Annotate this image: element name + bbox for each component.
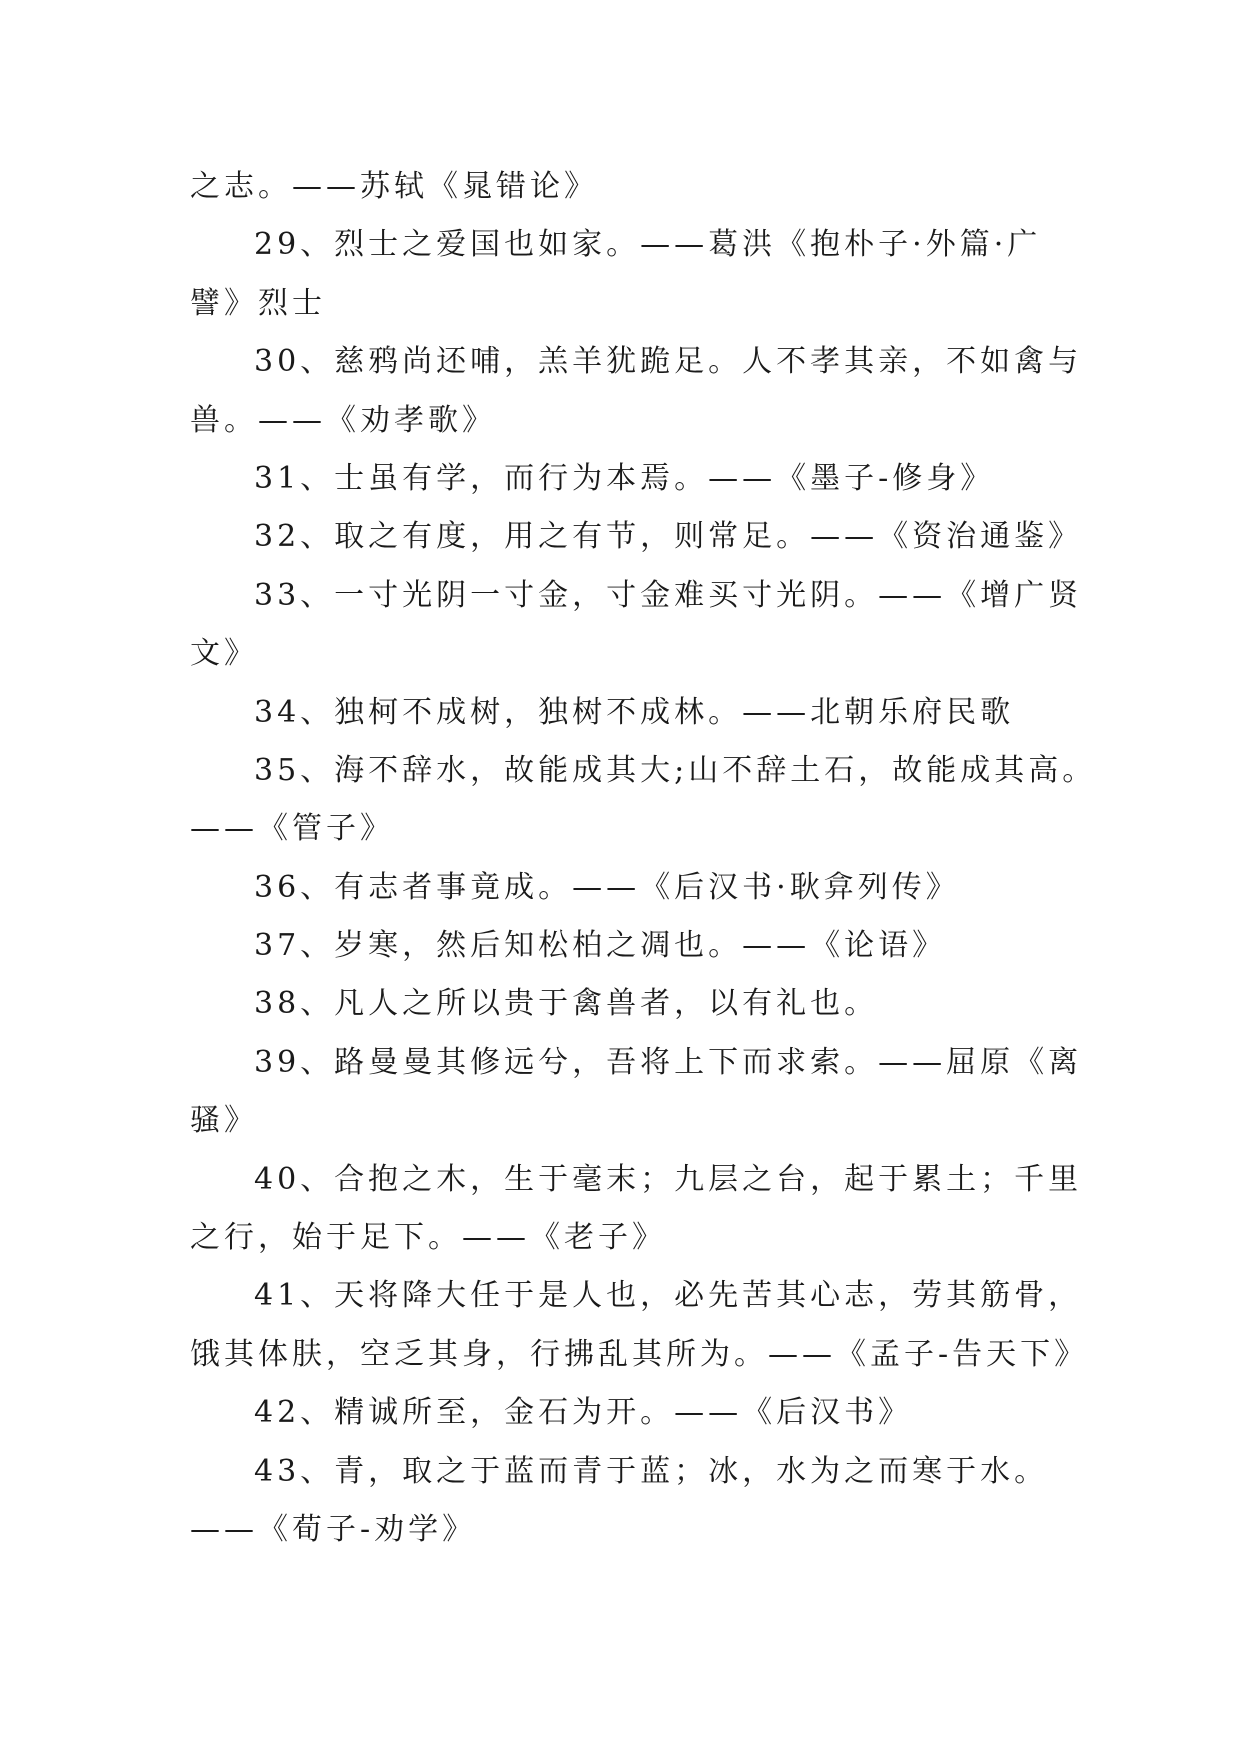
text-line: ——《管子》 <box>190 811 394 847</box>
text-line: 29、烈士之爱国也如家。——葛洪《抱朴子·外篇·广 <box>254 227 1042 263</box>
text-line: 38、凡人之所以贵于禽兽者，以有礼也。 <box>254 986 879 1022</box>
text-line: 39、路曼曼其修远兮，吾将上下而求索。——屈原《离 <box>254 1044 1083 1080</box>
text-line: 41、天将降大任于是人也，必先苦其心志，劳其筋骨， <box>254 1278 1083 1314</box>
text-line: 36、有志者事竟成。——《后汉书·耿弇列传》 <box>254 869 960 905</box>
text-line: 37、岁寒，然后知松柏之凋也。——《论语》 <box>254 928 947 964</box>
text-line: 30、慈鸦尚还哺，羔羊犹跪足。人不孝其亲，不如禽与 <box>254 344 1083 380</box>
text-line: ——《荀子-劝学》 <box>190 1511 477 1547</box>
text-line: 34、独柯不成树，独树不成林。——北朝乐府民歌 <box>254 694 1015 730</box>
text-line: 32、取之有度，用之有节，则常足。——《资治通鉴》 <box>254 519 1083 555</box>
text-line: 33、一寸光阴一寸金，寸金难买寸光阴。——《增广贤 <box>254 577 1083 613</box>
text-line: 兽。——《劝孝歌》 <box>190 402 496 438</box>
document-body <box>190 158 1097 1559</box>
text-line: 之志。——苏轼《晁错论》 <box>190 169 598 204</box>
text-line: 40、合抱之木，生于毫末；九层之台，起于累土；千里 <box>254 1161 1083 1197</box>
text-line: 之行，始于足下。——《老子》 <box>190 1220 666 1256</box>
text-line: 35、海不辞水，故能成其大;山不辞土石，故能成其高。 <box>254 752 1097 788</box>
text-line: 譬》烈士 <box>190 285 326 321</box>
text-line: 42、精诚所至，金石为开。——《后汉书》 <box>254 1395 913 1431</box>
text-line: 文》 <box>190 636 258 672</box>
text-line: 43、青，取之于蓝而青于蓝；冰，水为之而寒于水。 <box>254 1453 1049 1489</box>
text-line: 31、士虽有学，而行为本焉。——《墨子-修身》 <box>254 460 995 496</box>
text-line: 骚》 <box>190 1103 258 1139</box>
text-line: 饿其体肤，空乏其身，行拂乱其所为。——《孟子-告天下》 <box>190 1336 1089 1372</box>
